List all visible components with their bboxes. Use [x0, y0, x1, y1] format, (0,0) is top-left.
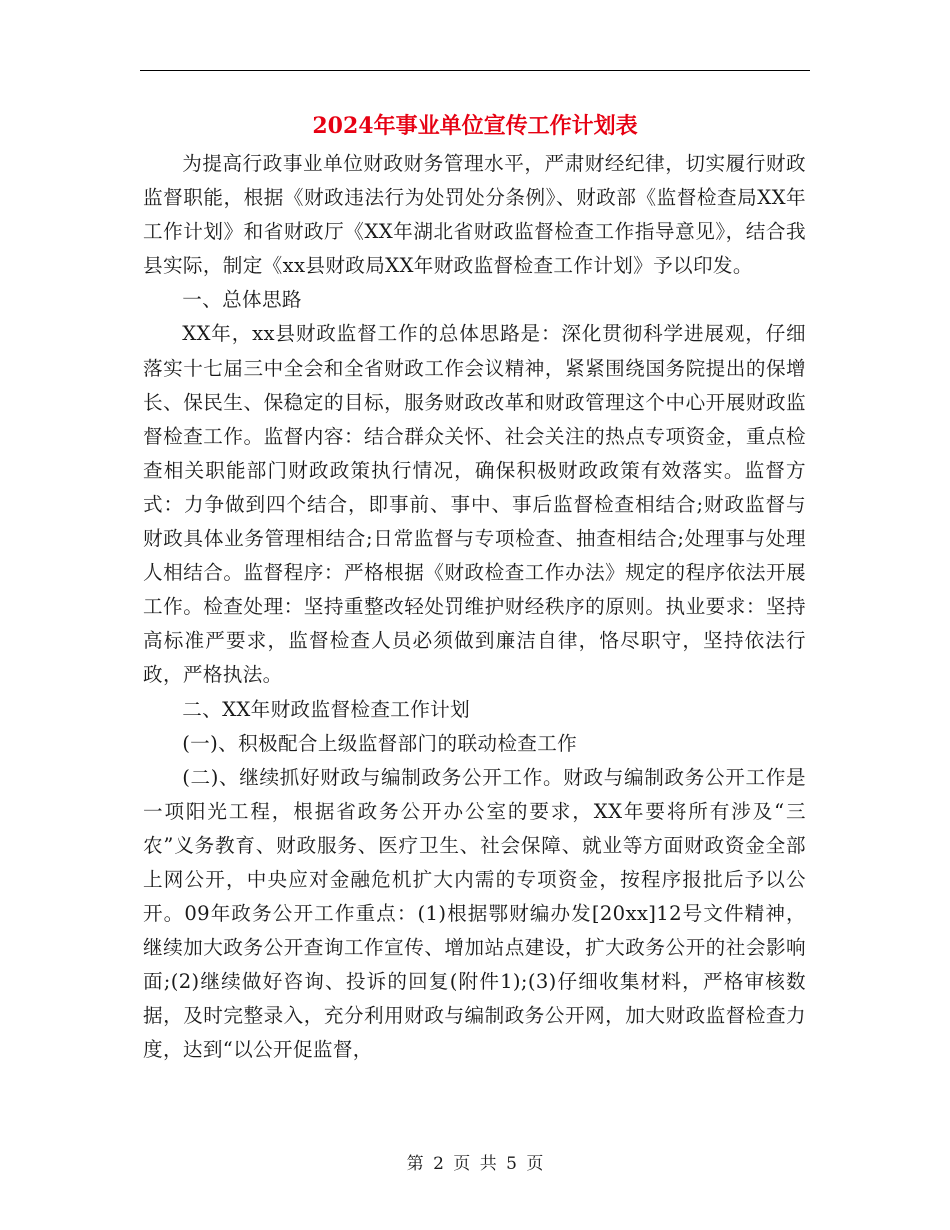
section-heading-overall-approach: 一、总体思路: [182, 288, 302, 312]
document-body: [143, 147, 806, 1068]
intro-paragraph: 为提高行政事业单位财政财务管理水平，严肃财经纪律，切实履行财政监督职能，根据《财政违法行为处罚处分条例》、财政部《监督检查局XX年工作计划》和省财政厅《XX年湖北省财政监督检查工作指导意见》，结合我县实际，制定《xx县财政局XX年财政监督检查工作计划》予以印发。: [143, 152, 806, 278]
page-number-footer: 第 2 页 共 5 页: [406, 1154, 544, 1174]
section-heading-work-plan: 二、XX年财政监督检查工作计划: [182, 697, 471, 721]
header-rule: [140, 70, 810, 71]
overall-approach-paragraph: XX年，xx县财政监督工作的总体思路是：深化贯彻科学进展观，仔细落实十七届三中全会和全省财政工作会议精神，紧紧围绕国务院提出的保增长、保民生、保稳定的目标，服务财政改革和财政管理这个中心开展财政监督检查工作。监督内容：结合群众关怀、社会关注的热点专项资金，重点检查相关职能部门财政政策执行情况，确保积极财政政策有效落实。监督方式：力争做到四个结合，即事前、事中、事后监督检查相结合;财政监督与财政具体业务管理相结合;日常监督与专项检查、抽查相结合;处理事与处理人相结合。监督程序：严格根据《财政检查工作办法》规定的程序依法开展工作。检查处理：坚持重整改轻处罚维护财经秩序的原则。执业要求：坚持高标准严要求，监督检查人员必须做到廉洁自律，恪尽职守，坚持依法行政，严格执法。: [143, 322, 806, 687]
subsection-paragraph-2: (二)、继续抓好财政与编制政务公开工作。财政与编制政务公开工作是一项阳光工程，根据省政务公开办公室的要求，XX年要将所有涉及“三农”义务教育、财政服务、医疗卫生、社会保障、就业等方面财政资金全部上网公开，中央应对金融危机扩大内需的专项资金，按程序报批后予以公开。09年政务公开工作重点：(1)根据鄂财编办发[20xx]12号文件精神，继续加大政务公开查询工作宣传、增加站点建设，扩大政务公开的社会影响面;(2)继续做好咨询、投诉的回复(附件1);(3)仔细收集材料，严格审核数据，及时完整录入，充分利用财政与编制政务公开网，加大财政监督检查力度，达到“以公开促监督，: [143, 765, 806, 1062]
subsection-heading-1: (一)、积极配合上级监督部门的联动检查工作: [182, 731, 578, 755]
document-title: 2024年事业单位宣传工作计划表: [312, 113, 638, 139]
